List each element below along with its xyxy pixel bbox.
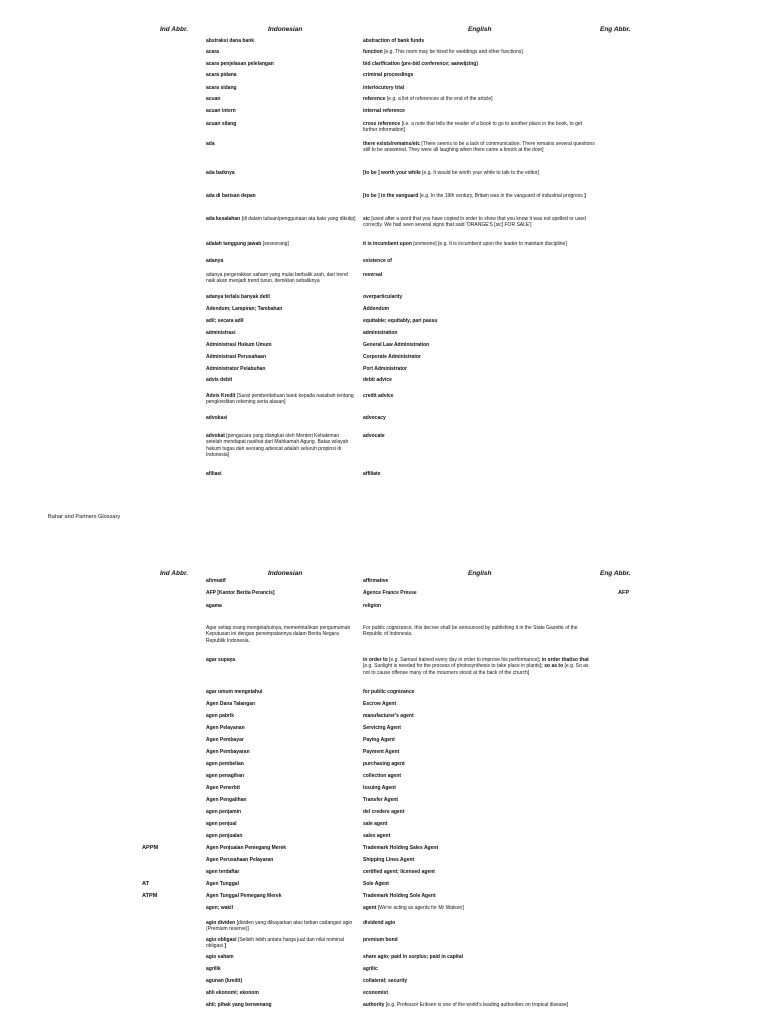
term-text-segment: acuan silang (206, 121, 237, 127)
english-term (363, 966, 595, 972)
indonesian-term (206, 170, 356, 176)
term-text-segment: internal reference (363, 108, 405, 114)
term-text-segment: authority (363, 1002, 386, 1008)
indonesian-term (206, 881, 356, 887)
term-text-segment: Administrasi Perusahaan (206, 354, 267, 360)
indonesian-term (206, 393, 356, 406)
term-text-segment: there exists/remains/etc (363, 141, 422, 147)
term-text-segment: manufacturer's agent (363, 713, 414, 719)
term-text-segment: AFP [Kantor Berita Perancis] (206, 590, 275, 596)
header-indonesian: Indonesian (268, 570, 303, 577)
term-text-segment: ] (224, 943, 227, 950)
english-term (363, 141, 595, 154)
ind-abbr-cell: AT (142, 881, 150, 887)
term-text-segment: purchasing agent (363, 761, 405, 767)
english-term (363, 366, 595, 372)
term-text-segment: [There seems to be a lack of communication. There remains several questions still to be answered. They were all laughing when there came a knock at the door] (363, 141, 595, 154)
term-text-segment: [seseorang] (262, 241, 289, 247)
term-text-segment: economist (363, 990, 389, 996)
term-text-segment: agen pembelian (206, 761, 244, 767)
term-text-segment: dividend agio (363, 920, 396, 926)
term-text-segment: acara sidang (206, 85, 237, 91)
english-term (363, 937, 595, 943)
term-text-segment: reference (363, 96, 387, 102)
term-text-segment: [dividen yang dibayarkan atas beban cadangan agio (Premium reserve)] (206, 920, 353, 933)
term-text-segment: Paying Agent (363, 737, 395, 743)
header-eng-abbr: Eng Abbr. (600, 570, 631, 577)
term-text-segment: [e.g. a list of references at the end of the article] (386, 96, 493, 102)
indonesian-term (206, 141, 356, 147)
term-text-segment: bid clarification (pre-bid conference; aanwijzing) (363, 61, 479, 67)
indonesian-term (206, 954, 356, 960)
english-term (363, 893, 595, 899)
term-text-segment: for public cognizance (363, 689, 415, 695)
term-text-segment: Adendum; Lampiran; Tambahan (206, 306, 283, 312)
english-term (363, 761, 595, 767)
term-text-segment: agent (363, 905, 378, 911)
footer-text: Bahar and Partners Glossary (48, 514, 121, 520)
english-term (363, 306, 595, 312)
indonesian-term (206, 578, 356, 584)
indonesian-term (206, 857, 356, 863)
indonesian-term (206, 49, 356, 55)
indonesian-term (206, 990, 356, 996)
english-term (363, 108, 595, 114)
ind-abbr-cell: APPM (142, 845, 159, 851)
english-term (363, 121, 595, 134)
english-term (363, 342, 595, 348)
indonesian-term (206, 833, 356, 839)
english-term (363, 905, 595, 911)
term-text-segment: adanya terlalu banyak detil (206, 294, 270, 300)
indonesian-term (206, 96, 356, 102)
term-text-segment: certified agent; licensed agent (363, 869, 435, 875)
term-text-segment: agen penjamin (206, 809, 242, 815)
english-term (363, 954, 595, 960)
indonesian-term (206, 85, 356, 91)
english-term (363, 990, 595, 996)
indonesian-term (206, 761, 356, 767)
english-term (363, 920, 595, 926)
indonesian-term (206, 216, 356, 222)
indonesian-term (206, 657, 356, 663)
term-text-segment: ] (584, 193, 586, 199)
term-text-segment: equitable; equitably, pari passu (363, 318, 438, 324)
indonesian-term (206, 241, 356, 247)
indonesian-term (206, 725, 356, 731)
indonesian-term (206, 433, 356, 459)
term-text-segment: [e.g. So as not to cause offense many of the mourners stood at the back of the church] (363, 663, 589, 676)
term-text-segment: Transfer Agent (363, 797, 399, 803)
indonesian-term (206, 330, 356, 336)
english-term (363, 377, 595, 383)
english-term (363, 415, 595, 421)
indonesian-term (206, 1002, 356, 1008)
english-term (363, 433, 595, 439)
indonesian-term (206, 272, 356, 285)
english-term (363, 241, 595, 247)
english-term (363, 193, 595, 199)
indonesian-term (206, 366, 356, 372)
term-text-segment: Agence France Presse (363, 590, 417, 596)
term-text-segment: [di dalam tulisan/penggunaan ata kata yang dikutip] (241, 216, 356, 222)
term-text-segment: ahli; pihak yang berwenang (206, 1002, 272, 1008)
term-text-segment: in order to (363, 657, 390, 663)
term-text-segment: adanya (206, 258, 224, 264)
term-text-segment: abstraction of bank funds (363, 38, 425, 44)
term-text-segment: Servicing Agent (363, 725, 401, 731)
term-text-segment: ada kesalahan (206, 216, 242, 222)
english-term (363, 821, 595, 827)
term-text-segment: agar supaya (206, 657, 236, 663)
english-term (363, 857, 595, 863)
term-text-segment: advokat (206, 433, 227, 439)
indonesian-term (206, 689, 356, 695)
term-text-segment: Agen Tunggal (206, 881, 239, 887)
term-text-segment: [Surat pemberitahuan bank kepada nasabah tentang pengkreditan rekening serta alasan] (206, 393, 354, 406)
indonesian-term (206, 749, 356, 755)
english-term (363, 318, 595, 324)
term-text-segment: [e.g. It would be worth your while to talk to the editor] (422, 170, 539, 176)
term-text-segment: [used after a word that you have copied in order to show that you know it was not spelled or used correctly. We had seen several signs that said 'ORANGE'S [sic] FOR SALE'] (363, 216, 586, 229)
term-text-segment: General Law Administration (363, 342, 430, 348)
indonesian-term (206, 797, 356, 803)
english-term (363, 61, 595, 67)
indonesian-term (206, 701, 356, 707)
term-text-segment: sale agent (363, 821, 388, 827)
header-eng-abbr: Eng Abbr. (600, 26, 631, 33)
term-text-segment: agen; wakil (206, 905, 233, 911)
english-term (363, 881, 595, 887)
term-text-segment: agama (206, 603, 222, 609)
english-term (363, 96, 595, 102)
term-text-segment: Agar setiap orang mengetahuinya, memerintahkan pengumuman Keputusan ini dengan penempatannya dalam Berita Negara Republik Indonesia. (206, 625, 351, 644)
term-text-segment: [e.g. Samuel trained every day in order to improve his performance] (389, 657, 539, 663)
indonesian-term (206, 377, 356, 383)
term-text-segment: adanya pergerakkan saham yang mulai berbalik arah, dari trend naik akan menjadi trend turun, demikian sebaliknya (206, 272, 348, 285)
term-text-segment: Agen Penerbit (206, 785, 240, 791)
english-term (363, 625, 595, 638)
indonesian-term (206, 354, 356, 360)
term-text-segment: Administrasi Hukum Umum (206, 342, 272, 348)
term-text-segment: agen pabrik (206, 713, 235, 719)
term-text-segment: agen penagihan (206, 773, 245, 779)
term-text-segment: acara penjelasan pelelangan (206, 61, 274, 67)
english-term (363, 978, 595, 984)
term-text-segment: Agen Pembayaran (206, 749, 250, 755)
term-text-segment: reversal (363, 272, 383, 278)
english-term (363, 590, 595, 596)
term-text-segment: Administrator Pelabuhan (206, 366, 266, 372)
english-term (363, 258, 595, 264)
term-text-segment: [Selisih lebih antara harga jual dan nilai nominal obligasi (206, 937, 344, 950)
term-text-segment: function (363, 49, 385, 55)
term-text-segment: del credere agent (363, 809, 405, 815)
eng-abbr-cell: AFP (618, 590, 630, 596)
indonesian-term (206, 306, 356, 312)
header-english: English (468, 26, 492, 33)
term-text-segment: Agen Perusahaan Pelayaran (206, 857, 274, 863)
indonesian-term (206, 603, 356, 609)
english-term (363, 72, 595, 78)
term-text-segment: [to be ] worth your while (363, 170, 423, 176)
indonesian-term (206, 342, 356, 348)
indonesian-term (206, 590, 356, 596)
term-text-segment: [someone] [e.g. It is incumbent upon the leader to maintain discipline] (413, 241, 567, 247)
indonesian-term (206, 869, 356, 875)
header-ind-abbr: Ind Abbr. (160, 570, 188, 577)
english-term (363, 689, 595, 695)
indonesian-term (206, 845, 356, 851)
indonesian-term (206, 821, 356, 827)
english-term (363, 785, 595, 791)
indonesian-term (206, 121, 356, 127)
header-indonesian: Indonesian (268, 26, 303, 33)
term-text-segment: Escrow Agent (363, 701, 397, 707)
english-term (363, 294, 595, 300)
indonesian-term (206, 937, 356, 950)
term-text-segment: Port Administrator (363, 366, 407, 372)
term-text-segment: Trademark Holding Sales Agent (363, 845, 439, 851)
term-text-segment: ada baiknya (206, 170, 235, 176)
glossary-page-2 (0, 560, 768, 1024)
term-text-segment: agen terdaftar (206, 869, 240, 875)
term-text-segment: Trademark Holding Sole Agent (363, 893, 436, 899)
english-term (363, 1002, 595, 1008)
term-text-segment: [We're acting as agents for Mr Watson] (377, 905, 464, 911)
term-text-segment: acara pidana (206, 72, 237, 78)
english-term (363, 216, 595, 229)
indonesian-term (206, 785, 356, 791)
indonesian-term (206, 318, 356, 324)
term-text-segment: Agen Tunggal Pemegang Merek (206, 893, 282, 899)
term-text-segment: agio dividen (206, 920, 237, 926)
term-text-segment: Addendum (363, 306, 390, 312)
english-term (363, 85, 595, 91)
term-text-segment: abstraksi dana bank (206, 38, 255, 44)
english-term (363, 713, 595, 719)
term-text-segment: agio obligasi (206, 937, 238, 943)
term-text-segment: advokasi (206, 415, 228, 421)
english-term (363, 330, 595, 336)
term-text-segment: agrilik (206, 966, 221, 972)
term-text-segment: advocate (363, 433, 385, 439)
term-text-segment: agen penjualan (206, 833, 243, 839)
indonesian-term (206, 773, 356, 779)
indonesian-term (206, 713, 356, 719)
term-text-segment: Corporate Administrator (363, 354, 421, 360)
english-term (363, 272, 595, 278)
english-term (363, 38, 595, 44)
term-text-segment: agrilic (363, 966, 378, 972)
term-text-segment: [e.g. This room may be hired for weddings and other functions] (384, 49, 523, 55)
english-term (363, 749, 595, 755)
term-text-segment: Agen Pembayar (206, 737, 244, 743)
term-text-segment: acuan (206, 96, 221, 102)
english-term (363, 845, 595, 851)
term-text-segment: Agen Pelayanan (206, 725, 245, 731)
term-text-segment: overparticularity (363, 294, 403, 300)
term-text-segment: ; so as to (541, 663, 565, 670)
term-text-segment: Advis Kredit (206, 393, 237, 399)
term-text-segment: [pengacara yang diangkat oleh Menteri Kehakiman setelah mendapat nasihat dari Mahkamah Agung. Batas wilayah hukum tugas dari seorang advocat adalah seluruh propinsi di Indonesia] (206, 433, 349, 459)
indonesian-term (206, 258, 356, 264)
header-english: English (468, 570, 492, 577)
term-text-segment: affirmative (363, 578, 389, 584)
term-text-segment: administration (363, 330, 398, 336)
english-term (363, 354, 595, 360)
term-text-segment: Issuing Agent (363, 785, 396, 791)
term-text-segment: adalah tanggung jawab (206, 241, 263, 247)
indonesian-term (206, 625, 356, 644)
term-text-segment: interlocutory trial (363, 85, 405, 91)
english-term (363, 578, 595, 584)
english-term (363, 773, 595, 779)
term-text-segment: Agen Penjualan Pemegang Merek (206, 845, 287, 851)
english-term (363, 833, 595, 839)
term-text-segment: share agio; paid in surplus; paid in capital (363, 954, 464, 960)
term-text-segment: existence of (363, 258, 392, 264)
term-text-segment: acara (206, 49, 220, 55)
term-text-segment: administrasi (206, 330, 236, 336)
term-text-segment: adil; secara adil (206, 318, 244, 324)
english-term (363, 869, 595, 875)
term-text-segment: ; in order that/so that (538, 657, 589, 663)
term-text-segment: criminal proceedings (363, 72, 414, 78)
english-term (363, 737, 595, 743)
term-text-segment: [e.g. Sunlight is needed for the process of photosynthesis to take place in plants] (363, 663, 542, 670)
english-term (363, 701, 595, 707)
term-text-segment: collection agent (363, 773, 402, 779)
term-text-segment: afiliasi (206, 471, 222, 477)
english-term (363, 725, 595, 731)
term-text-segment: collateral; security (363, 978, 408, 984)
term-text-segment: Agen Pengalihan (206, 797, 247, 803)
term-text-segment: Shipping Lines Agent (363, 857, 415, 863)
indonesian-term (206, 920, 356, 933)
term-text-segment: agen penjual (206, 821, 237, 827)
term-text-segment: advocacy (363, 415, 386, 421)
term-text-segment: acuan intern (206, 108, 236, 114)
term-text-segment: Sole Agent (363, 881, 389, 887)
term-text-segment: [to be ] in the vanguard (363, 193, 420, 199)
term-text-segment: ada (206, 141, 215, 147)
english-term (363, 393, 595, 399)
term-text-segment: sic (363, 216, 372, 222)
english-term (363, 809, 595, 815)
term-text-segment: ahli ekonomi; ekonom (206, 990, 259, 996)
header-ind-abbr: Ind Abbr. (160, 26, 188, 33)
term-text-segment: [e.g. Professor Eriksen is one of the world's leading authorities on tropical disease] (385, 1002, 569, 1008)
term-text-segment: agunan (kredit) (206, 978, 243, 984)
term-text-segment: affiliate (363, 471, 381, 477)
english-term (363, 170, 595, 176)
indonesian-term (206, 72, 356, 78)
indonesian-term (206, 108, 356, 114)
term-text-segment: agio saham (206, 954, 234, 960)
term-text-segment: [e.g. In the 19th century, Britain was in the vanguard of industrial progress (419, 193, 585, 199)
term-text-segment: credit advice (363, 393, 394, 399)
english-term (363, 657, 595, 676)
term-text-segment: religion (363, 603, 382, 609)
term-text-segment: afirmatif (206, 578, 226, 584)
indonesian-term (206, 893, 356, 899)
indonesian-term (206, 415, 356, 421)
term-text-segment: cross reference (363, 121, 402, 127)
indonesian-term (206, 737, 356, 743)
indonesian-term (206, 61, 356, 67)
english-term (363, 49, 595, 55)
indonesian-term (206, 966, 356, 972)
ind-abbr-cell: ATPM (142, 893, 158, 899)
indonesian-term (206, 809, 356, 815)
term-text-segment: sales agent (363, 833, 391, 839)
term-text-segment: ada di barisan depan (206, 193, 256, 199)
indonesian-term (206, 38, 356, 44)
indonesian-term (206, 905, 356, 911)
english-term (363, 471, 595, 477)
indonesian-term (206, 294, 356, 300)
term-text-segment: debit advice (363, 377, 392, 383)
indonesian-term (206, 978, 356, 984)
term-text-segment: advis debit (206, 377, 233, 383)
term-text-segment: agar umum mengetahui (206, 689, 263, 695)
indonesian-term (206, 471, 356, 477)
indonesian-term (206, 193, 356, 199)
term-text-segment: Payment Agent (363, 749, 400, 755)
english-term (363, 603, 595, 609)
term-text-segment: For public cognizance, this decree shall be announced by publishing it in the State Gazette of the Republic of Indonesia. (363, 625, 578, 638)
term-text-segment: Agen Dana Talangan (206, 701, 256, 707)
term-text-segment: [i.e. a note that tells the reader of a book to go to another place in the book, to get further information] (363, 121, 583, 134)
term-text-segment: premium bond (363, 937, 398, 943)
english-term (363, 797, 595, 803)
term-text-segment: it is incumbent upon (363, 241, 414, 247)
